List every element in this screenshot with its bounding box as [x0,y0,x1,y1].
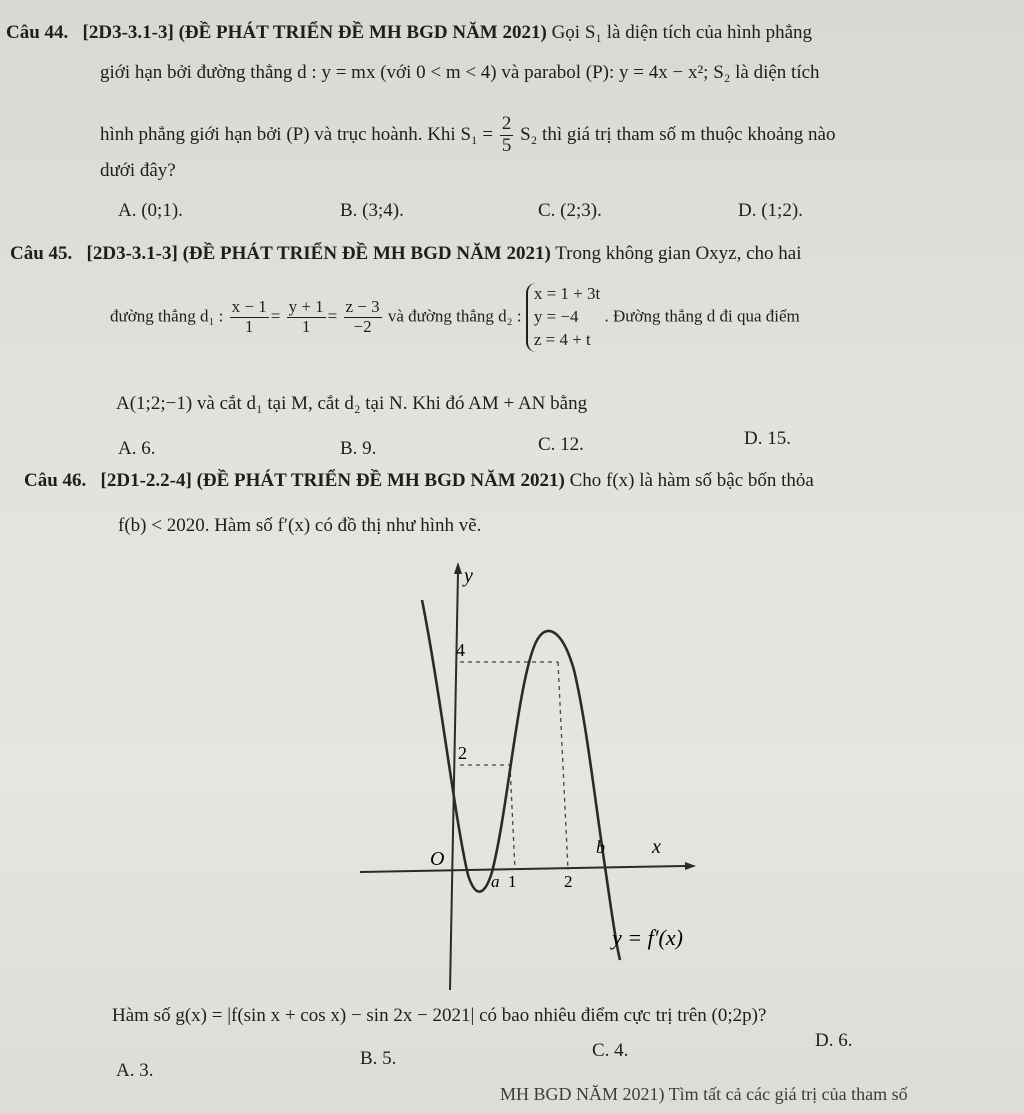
q46-tag: [2D1-2.2-4] (ĐỀ PHÁT TRIỂN ĐỀ MH BGD NĂM 2021) [100,470,565,491]
q45-sys-z: z = 4 + t [533,329,591,349]
q45-frac-2 [287,298,326,336]
q45-option-c[interactable]: C. 12. [538,434,584,455]
q44-fraction [500,114,514,157]
q45-line-2: đường thẳng d₁ : $\frac{x - 1}{1}$ = $\frac{y + 1}{1}$ = $\frac{z - 3}{-2}$ và đường thẳng d₂ : x = 1 + 3t y = −4 z = 4 + t . Đường thẳng d đi qua điểm [110,283,800,352]
q46-option-c[interactable]: C. 4. [592,1040,629,1061]
q45-tag: [2D3-3.1-3] (ĐỀ PHÁT TRIỂN ĐỀ MH BGD NĂM 2021) [86,243,551,264]
q44-line-2: giới hạn bởi đường thẳng d : y = mx (với 0 < m < 4) và parabol (P): y = 4x − x²; S₂ là diện tích [100,62,820,83]
curve-label: y = f′(x) [612,925,683,950]
q44-line3-b: S₂ thì giá trị tham số m thuộc khoảng nào [520,123,836,145]
q45-frac-1 [230,298,269,336]
q44-line-4: dưới đây? [100,160,176,181]
origin-label: O [430,848,445,870]
q46-line-1 [24,470,814,492]
y-axis-arrow [454,562,462,574]
q44-frac-den: 5 [501,134,512,156]
q44-line-1 [6,22,812,44]
q44-frac-num: 2 [501,113,512,134]
tick-label-1: 1 [508,872,517,891]
tick-label-x2: 2 [564,872,573,891]
q44-option-d[interactable]: D. (1;2). [738,200,803,221]
q45-frac3-den: −2 [353,316,372,336]
q45-frac2-den: 1 [301,316,311,336]
q46-line-2: f(b) < 2020. Hàm số f′(x) có đồ thị như hình vẽ. [118,515,482,536]
q46-line1-rest: Cho f(x) là hàm số bậc bốn thỏa [569,470,814,491]
q45-option-b[interactable]: B. 9. [340,438,377,459]
q45-frac2-num: y + 1 [288,297,324,317]
q45-frac-3 [344,298,382,336]
q44-number: Câu 44. [6,22,69,43]
q44-option-b[interactable]: B. (3;4). [340,200,404,221]
q44-line3-a: hình phẳng giới hạn bởi (P) và trục hoành. Khi S₁ = [100,123,494,145]
q44-line1-rest: Gọi S₁ là diện tích của hình phẳng [551,22,812,43]
q45-frac3-num: z − 3 [345,297,380,317]
q46-option-b[interactable]: B. 5. [360,1048,397,1069]
q45-post: . Đường thẳng d đi qua điểm [604,306,800,326]
q45-option-d[interactable]: D. 15. [744,428,791,449]
x-axis-arrow [685,862,696,870]
q45-frac1-num: x − 1 [231,297,267,317]
q45-sys-y: y = −4 [533,306,579,326]
q46-question: Hàm số g(x) = |f(sin x + cos x) − sin 2x − 2021| có bao nhiêu điểm cực trị trên (0;2p)? [112,1005,767,1026]
x-axis-label: x [652,836,661,858]
q45-pre: đường thẳng d₁ : [110,306,224,326]
tick-label-b: b [596,837,605,857]
q45-system [526,283,600,352]
tick-label-4: 4 [456,640,465,660]
derivative-graph [340,560,760,1000]
q45-frac1-den: 1 [244,316,254,336]
q45-sys-x: x = 1 + 3t [533,284,601,303]
next-question-cut: MH BGD NĂM 2021) Tìm tất cả các giá trị của tham số [500,1084,908,1104]
q44-tag: [2D3-3.1-3] (ĐỀ PHÁT TRIỂN ĐỀ MH BGD NĂM 2021) [82,22,547,43]
q46-option-a[interactable]: A. 3. [116,1060,154,1081]
dash-x1 [510,765,515,870]
q45-line-3: A(1;2;−1) và cắt d₁ tại M, cắt d₂ tại N. Khi đó AM + AN bằng [116,393,588,414]
q45-mid: và đường thẳng d₂ : [387,306,522,326]
dash-x2 [558,662,568,870]
y-axis-label: y [464,565,473,587]
tick-label-2: 2 [458,743,467,763]
q45-number: Câu 45. [10,243,73,264]
q46-number: Câu 46. [24,470,87,491]
q45-option-a[interactable]: A. 6. [118,438,156,459]
q44-line-3 [100,114,835,157]
x-axis-line [360,866,685,872]
q45-line1-rest: Trong không gian Oxyz, cho hai [555,243,802,264]
q45-line-1 [10,243,802,265]
q44-option-a[interactable]: A. (0;1). [118,200,183,221]
q46-option-d[interactable]: D. 6. [815,1030,853,1051]
q44-option-c[interactable]: C. (2;3). [538,200,602,221]
tick-label-a: a [491,872,500,891]
